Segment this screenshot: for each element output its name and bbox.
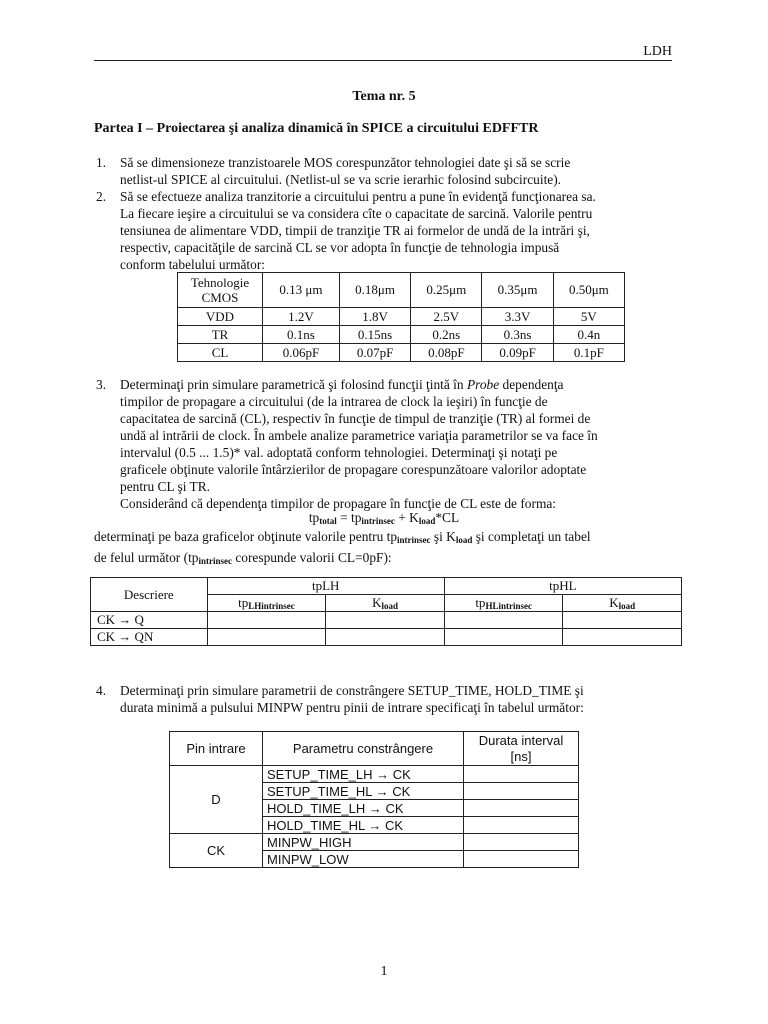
- row-label: CK → Q: [91, 612, 208, 629]
- empty-cell: [464, 766, 579, 783]
- pin-ck: CK: [170, 834, 263, 868]
- cell: 0.1pF: [553, 344, 624, 362]
- tech-cell: 0.18μm: [339, 273, 410, 308]
- item-line: intervalul (0.5 ... 1.5)* val. adoptată conform tehnologiei. Determinaţi şi notaţi pe: [120, 445, 558, 460]
- cell: 1.2V: [263, 308, 340, 326]
- empty-cell: [326, 629, 445, 646]
- item-line: timpilor de propagare a circuitului (de la intrarea de clock la ieşiri) în funcţie de: [120, 394, 548, 409]
- param-cell: MINPW_LOW: [263, 851, 464, 868]
- item-line: Determinaţi prin simulare parametrică şi folosind funcţii ţintă în Probe dependenţa: [120, 377, 564, 392]
- header-label: LDH: [643, 44, 672, 59]
- table-row: [91, 612, 682, 629]
- cell: 0.2ns: [411, 326, 482, 344]
- cell: 0.06pF: [263, 344, 340, 362]
- item-line: Determinaţi prin simulare parametrii de constrângere SETUP_TIME, HOLD_TIME şi: [120, 683, 584, 698]
- row-label: CL: [178, 344, 263, 362]
- empty-cell: [464, 851, 579, 868]
- table-row: [178, 326, 625, 344]
- table-row: [178, 344, 625, 362]
- item-line: pentru CL şi TR.: [120, 479, 211, 494]
- item-line: La fiecare ieşire a circuitului se va considera cîte o capacitate de sarcină. Valorile pentru: [120, 206, 593, 221]
- table-row: [170, 834, 579, 851]
- param-cell: SETUP_TIME_LH → CK: [263, 766, 464, 783]
- cell: 0.08pF: [411, 344, 482, 362]
- pin-d: D: [170, 766, 263, 834]
- tphl-kload-header: $K_{load}$: [563, 595, 682, 612]
- cell: 0.4n: [553, 326, 624, 344]
- pin-header: Pin intrare: [170, 732, 263, 766]
- tech-header-cell: Tehnologie CMOS: [178, 273, 263, 308]
- item-number: 1.: [96, 155, 107, 170]
- item-number: 4.: [96, 683, 107, 698]
- table-row: [170, 766, 579, 783]
- tech-cell: 0.50μm: [553, 273, 624, 308]
- empty-cell: [464, 834, 579, 851]
- empty-cell: [207, 612, 326, 629]
- item-line: Considerând că dependenţa timpilor de propagare în funcţie de CL este de forma:: [120, 496, 557, 511]
- param-header: Parametru constrângere: [263, 732, 464, 766]
- cell: 0.3ns: [482, 326, 553, 344]
- tphl-intr-header: $tp_{HLintrinsec}$: [444, 595, 563, 612]
- param-cell: HOLD_TIME_LH → CK: [263, 800, 464, 817]
- cell: 0.1ns: [263, 326, 340, 344]
- item-line: tensiunea de alimentare VDD, timpii de tranziţie TR ai formelor de undă de la intrări şi,: [120, 223, 590, 238]
- list-item-1: [96, 154, 676, 188]
- empty-cell: [444, 612, 563, 629]
- tech-cell: 0.13 μm: [263, 273, 340, 308]
- item-line: graficele obţinute valorile întârzierilor de propagare corespunzătoare valorilor adoptate: [120, 462, 587, 477]
- tplh-kload-header: $K_{load}$: [326, 595, 445, 612]
- item-line: durata minimă a pulsului MINPW pentru pinii de intrare specificaţi în tabelul următor:: [120, 700, 584, 715]
- row-label: VDD: [178, 308, 263, 326]
- tplh-header: tpLH: [207, 578, 444, 595]
- empty-cell: [464, 800, 579, 817]
- cell: 1.8V: [339, 308, 410, 326]
- instruction-text: determinaţi pe baza graficelor obţinute valorile pentru $tp_{intrinsec}$ şi $K_{load}$ şi completaţi un tabel de felul următor ($tp_{intrinsec}$ corespunde valorii CL=0pF):: [94, 529, 591, 566]
- item-line: Să se dimensioneze tranzistoarele MOS corespunzător tehnologiei date şi să se scrie: [120, 155, 571, 170]
- tplh-intr-header: $tp_{LHintrinsec}$: [207, 595, 326, 612]
- item-line: capacitatea de sarcină (CL), respectiv în funcţie de timpul de tranziţie (TR) al formei de: [120, 411, 591, 426]
- empty-cell: [326, 612, 445, 629]
- technology-table: [177, 272, 625, 362]
- param-cell: HOLD_TIME_HL → CK: [263, 817, 464, 834]
- list-item-4: [96, 682, 676, 716]
- item-line: Să se efectueze analiza tranzitorie a circuitului pentru a pune în evidenţă funcţionarea sa.: [120, 189, 596, 204]
- descriere-header: Descriere: [91, 578, 208, 612]
- document-title: Tema nr. 5: [352, 89, 416, 104]
- item-number: 3.: [96, 377, 107, 392]
- param-cell: MINPW_HIGH: [263, 834, 464, 851]
- duration-header: Durata interval [ns]: [464, 732, 579, 766]
- page-number: 1: [380, 964, 388, 979]
- propagation-table: [90, 577, 682, 646]
- formula: $tp_{total} = tp_{intrinsec} + K_{load}*CL$: [308, 510, 460, 526]
- item-line: conform tabelului următor:: [120, 257, 266, 272]
- item-line: undă al intrării de clock. În ambele analize parametrice variaţia parametrilor se va face în: [120, 428, 598, 443]
- header-rule: [94, 60, 672, 61]
- cell: 0.15ns: [339, 326, 410, 344]
- list-item-3: [96, 376, 676, 512]
- list-item-2: [96, 188, 676, 273]
- table-row: [178, 308, 625, 326]
- cell: 0.07pF: [339, 344, 410, 362]
- item-line: respectiv, capacităţile de sarcină CL se vor adopta în funcţie de tehnologia impusă: [120, 240, 560, 255]
- item-number: 2.: [96, 189, 107, 204]
- param-cell: SETUP_TIME_HL → CK: [263, 783, 464, 800]
- row-label: CK → QN: [91, 629, 208, 646]
- cell: 5V: [553, 308, 624, 326]
- tech-cell: 0.35μm: [482, 273, 553, 308]
- item-line: netlist-ul SPICE al circuitului. (Netlist-ul se va scrie ierarhic folosind subcircuite).: [120, 172, 562, 187]
- empty-cell: [444, 629, 563, 646]
- cell: 2.5V: [411, 308, 482, 326]
- table-row: [91, 629, 682, 646]
- cell: 3.3V: [482, 308, 553, 326]
- section-heading: Partea I – Proiectarea şi analiza dinamică în SPICE a circuitului EDFFTR: [94, 121, 539, 136]
- tech-cell: 0.25μm: [411, 273, 482, 308]
- cell: 0.09pF: [482, 344, 553, 362]
- empty-cell: [563, 629, 682, 646]
- empty-cell: [464, 817, 579, 834]
- tphl-header: tpHL: [444, 578, 681, 595]
- row-label: TR: [178, 326, 263, 344]
- constraint-table: [169, 731, 579, 868]
- empty-cell: [207, 629, 326, 646]
- empty-cell: [464, 783, 579, 800]
- empty-cell: [563, 612, 682, 629]
